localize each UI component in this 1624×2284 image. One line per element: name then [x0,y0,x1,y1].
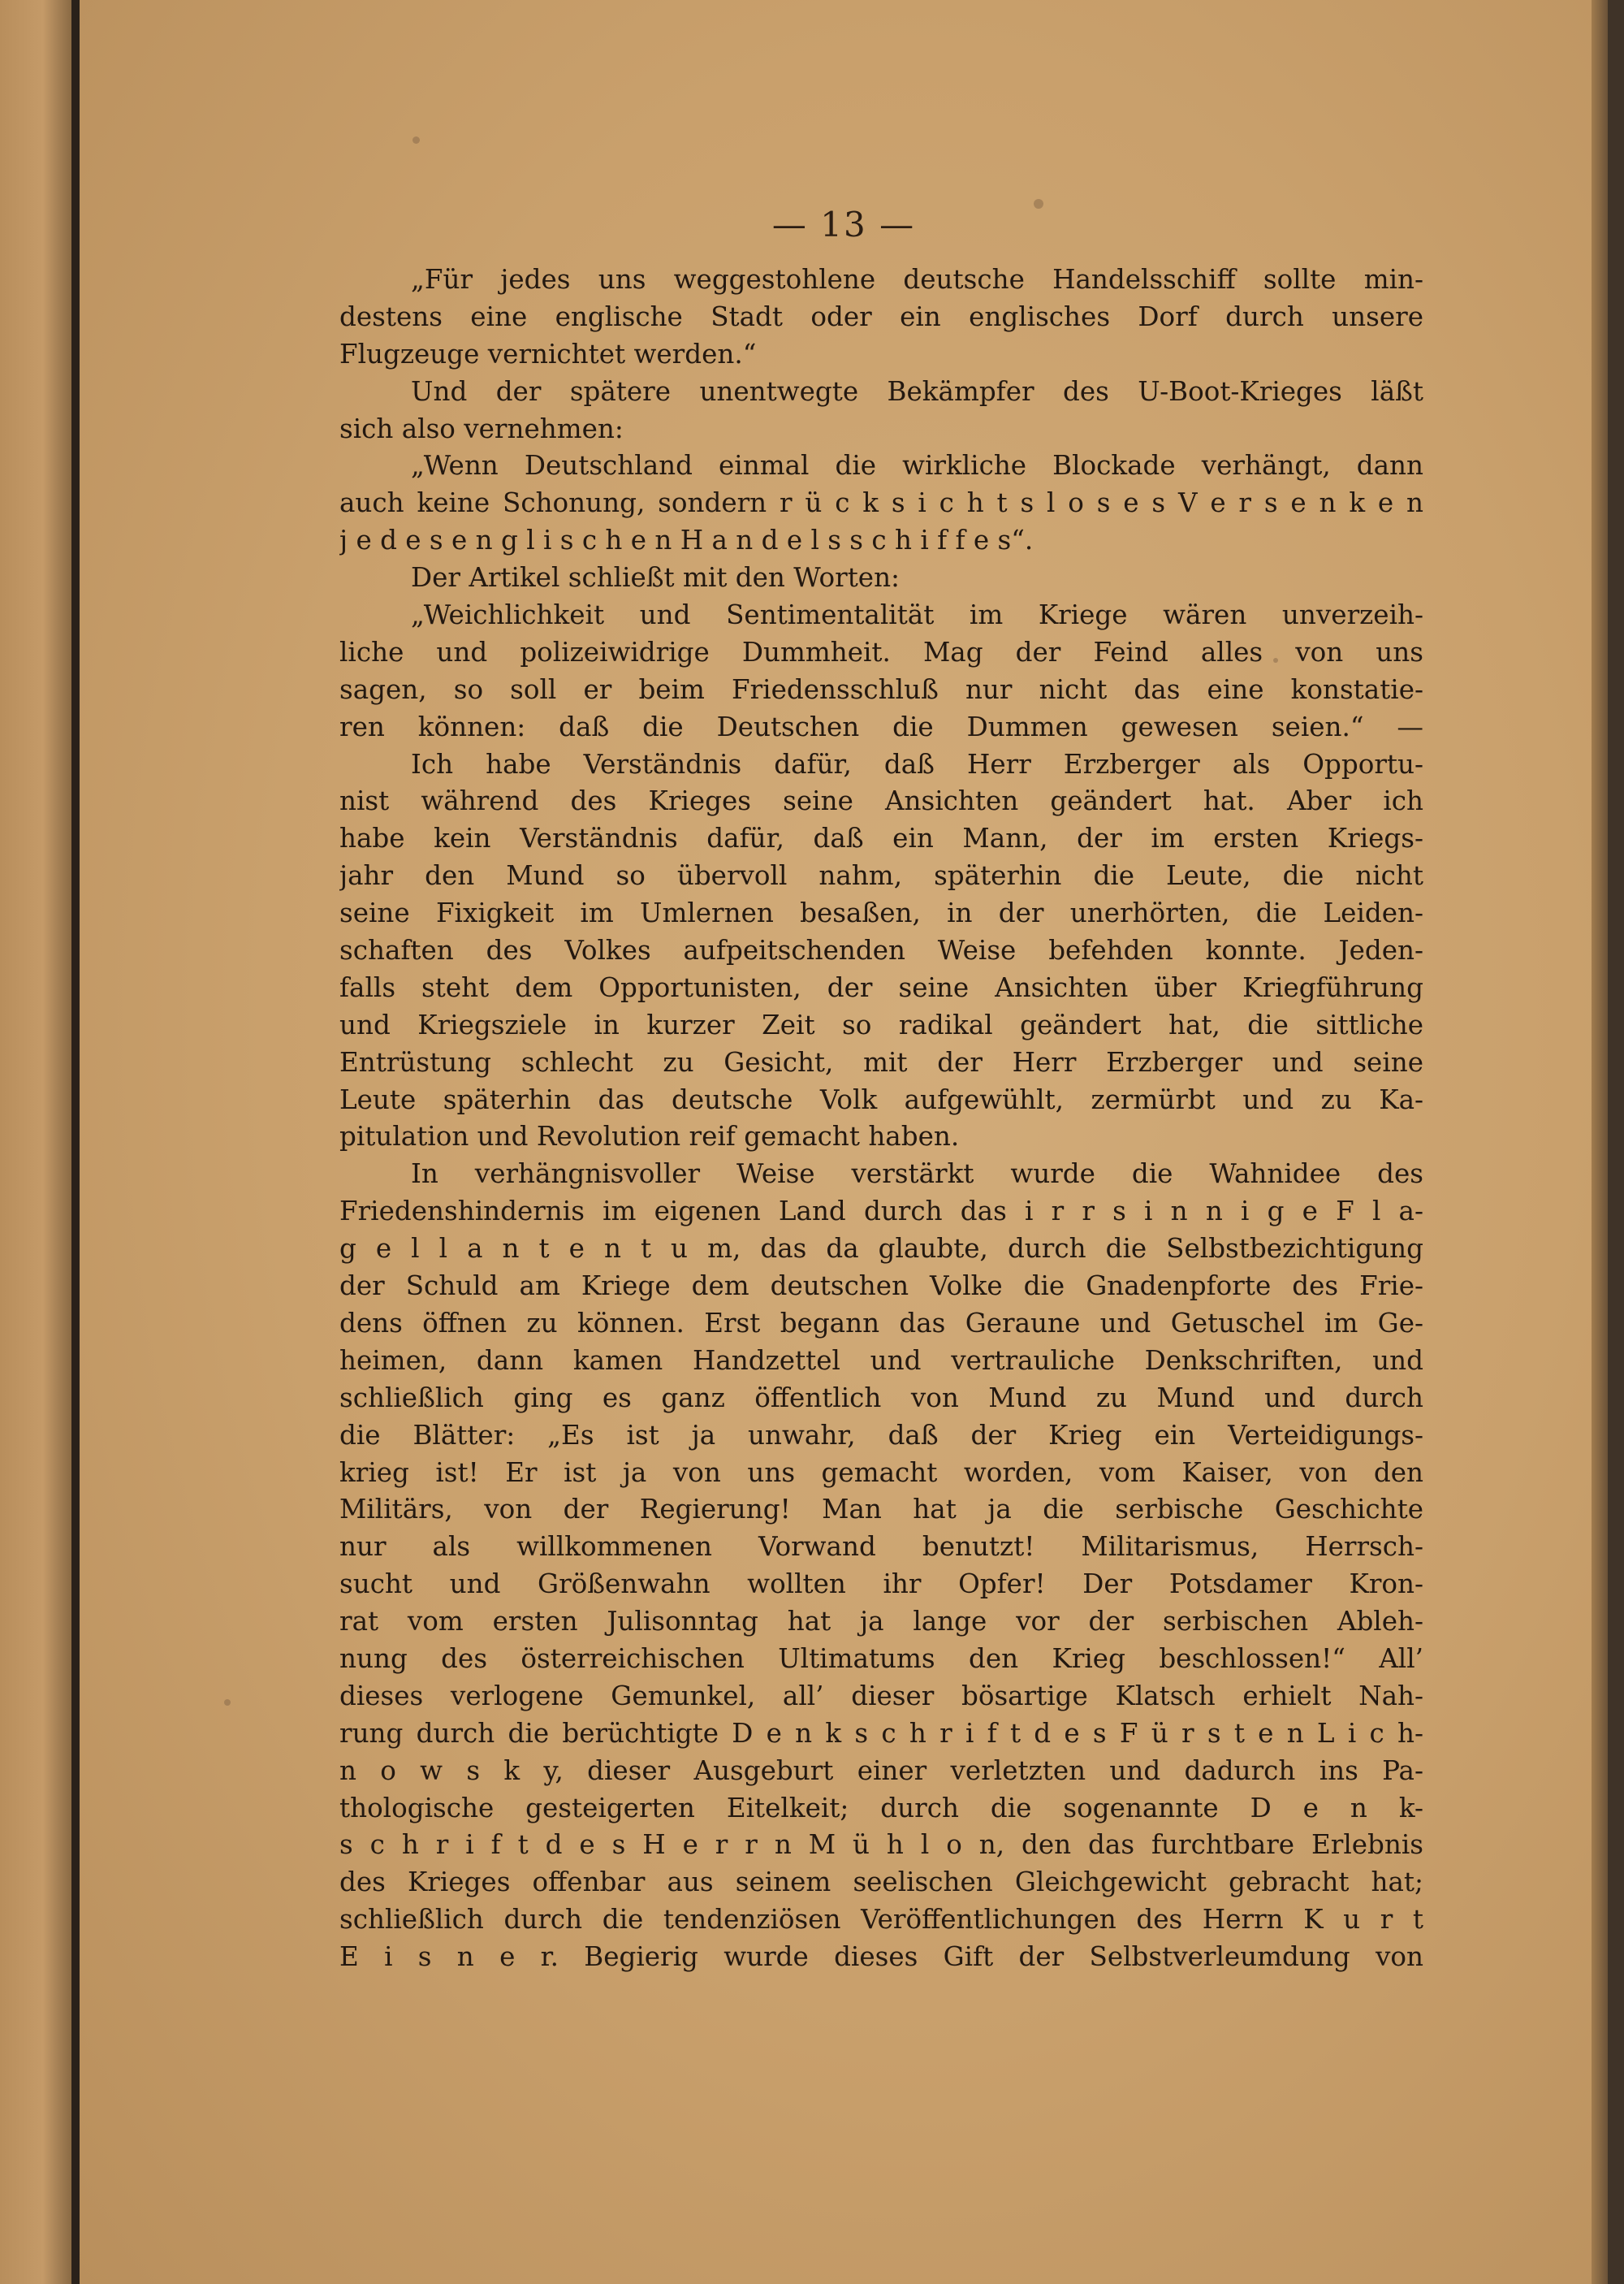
text-line: dens öffnen zu können. Erst begann das Geraune und Getuschel im Ge- [339,1307,1423,1339]
text-line: krieg ist! Er ist ja von uns gemacht worden, vom Kaiser, von den [339,1456,1423,1488]
text-line: Leute späterhin das deutsche Volk aufgewühlt, zermürbt und zu Ka- [339,1084,1423,1115]
text-line: die Blätter: „Es ist ja unwahr, daß der Krieg ein Verteidigungs- [339,1419,1423,1451]
text-line: Und der spätere unentwegte Bekämpfer des U-Boot-Krieges läßt [411,375,1423,407]
text-line: nung des österreichischen Ultimatums den Krieg beschlossen!“ All’ [339,1642,1423,1674]
body-text [339,262,1423,1976]
text-line: s c h r i f t d e s H e r r n M ü h l o n, den das furchtbare Erlebnis [339,1829,1423,1861]
text-line: „Für jedes uns weggestohlene deutsche Handelsschiff sollte min- [411,264,1423,295]
text-line: rung durch die berüchtigte D e n k s c h r i f t d e s F ü r s t e n L i c h- [339,1717,1423,1749]
text-line: ren können: daß die Deutschen die Dummen gewesen seien.“ — [339,711,1423,742]
text-line: Militärs, von der Regierung! Man hat ja die serbische Geschichte [339,1494,1423,1525]
text-line: E i s n e r. Begierig wurde dieses Gift der Selbstverleumdung von [339,1941,1423,1973]
text-line: nur als willkommenen Vorwand benutzt! Militarismus, Herrsch- [339,1531,1423,1563]
text-line: „Weichlichkeit und Sentimentalität im Kriege wären unverzeih- [411,599,1423,631]
text-line: jahr den Mund so übervoll nahm, späterhin die Leute, die nicht [339,860,1423,892]
text-line: destens eine englische Stadt oder ein englisches Dorf durch unsere [339,301,1423,332]
text-line: n o w s k y, dieser Ausgeburt einer verletzten und dadurch ins Pa- [339,1754,1423,1786]
text-line: rat vom ersten Julisonntag hat ja lange vor der serbischen Ableh- [339,1606,1423,1637]
text-line: Flugzeuge vernichtet werden.“ [339,338,757,370]
text-line: Entrüstung schlecht zu Gesicht, mit der Herr Erzberger und seine [339,1046,1423,1078]
paper-speck [224,1699,231,1706]
text-line: sagen, so soll er beim Friedensschluß nur nicht das eine konstatie- [339,673,1423,705]
page-paper [80,0,1608,2284]
text-line: Der Artikel schließt mit den Worten: [411,562,901,594]
text-line: und Kriegsziele in kurzer Zeit so radikal geändert hat, die sittliche [339,1009,1423,1040]
text-line: sucht und Größenwahn wollten ihr Opfer! Der Potsdamer Kron- [339,1568,1423,1600]
text-line: In verhängnisvoller Weise verstärkt wurde die Wahnidee des [411,1158,1423,1190]
facing-page-edge [0,0,71,2284]
text-line: Friedenshindernis im eigenen Land durch das i r r s i n n i g e F l a- [339,1196,1423,1227]
text-line: auch keine Schonung, sondern r ü c k s i c h t s l o s e s V e r s e n k e n [339,487,1423,519]
text-line: habe kein Verständnis dafür, daß ein Mann, der im ersten Kriegs- [339,823,1423,854]
text-line: Ich habe Verständnis dafür, daß Herr Erzberger als Opportu- [411,748,1423,780]
book-spine [71,0,80,2284]
paper-speck [412,136,420,144]
text-line: nist während des Krieges seine Ansichten geändert hat. Aber ich [339,785,1423,817]
text-line: seine Fixigkeit im Umlernen besaßen, in der unerhörten, die Leiden- [339,898,1423,929]
text-line: heimen, dann kamen Handzettel und vertrauliche Denkschriften, und [339,1344,1423,1376]
text-line: sich also vernehmen: [339,413,624,444]
page-edge-shadow [1592,0,1608,2284]
text-line: thologische gesteigerten Eitelkeit; durch die sogenannte D e n k- [339,1792,1423,1823]
text-line: dieses verlogene Gemunkel, all’ dieser bösartige Klatsch erhielt Nah- [339,1680,1423,1711]
text-line: „Wenn Deutschland einmal die wirkliche Blockade verhängt, dann [411,450,1423,482]
text-line: falls steht dem Opportunisten, der seine Ansichten über Kriegführung [339,971,1423,1003]
text-line: schließlich durch die tendenziösen Veröffentlichungen des Herrn K u r t [339,1904,1423,1936]
page-number: — 13 — [771,205,916,244]
text-line: j e d e s e n g l i s c h e n H a n d e l s s c h i f f e s“. [339,525,1034,556]
text-line: g e l l a n t e n t u m, das da glaubte, durch die Selbstbezichtigung [339,1233,1423,1265]
text-line: schaften des Volkes aufpeitschenden Weise befehden konnte. Jeden- [339,935,1423,967]
text-line: der Schuld am Kriege dem deutschen Volke die Gnadenpforte des Frie- [339,1270,1423,1302]
text-line: liche und polizeiwidrige Dummheit. Mag der Feind alles von uns [339,636,1423,668]
text-line: pitulation und Revolution reif gemacht haben. [339,1121,960,1153]
text-line: schließlich ging es ganz öffentlich von Mund zu Mund und durch [339,1382,1423,1413]
text-line: des Krieges offenbar aus seinem seelischen Gleichgewicht gebracht hat; [339,1867,1423,1898]
